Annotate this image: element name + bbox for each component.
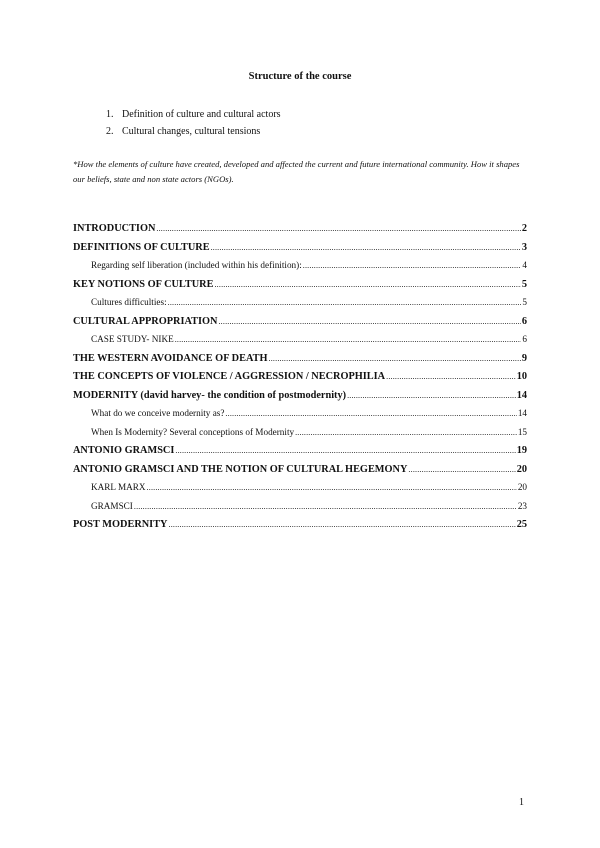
toc-entry[interactable] <box>73 371 527 390</box>
toc-entry-label: INTRODUCTION <box>73 223 156 234</box>
toc-entry-page: 23 <box>517 500 527 511</box>
toc-entry[interactable] <box>73 519 527 538</box>
toc-entry-label: DEFINITIONS OF CULTURE <box>73 241 210 253</box>
toc-leader-dots <box>214 280 520 289</box>
course-structure-list <box>106 106 281 140</box>
toc-leader-dots <box>211 243 521 252</box>
toc-leader-dots <box>303 261 522 270</box>
toc-entry-label: KARL MARX <box>91 482 146 493</box>
toc-leader-dots <box>269 354 521 363</box>
list-item <box>106 106 281 123</box>
toc-leader-dots <box>295 428 517 437</box>
toc-entry-label: MODERNITY (david harvey- the condition of postmodernity) <box>73 389 347 401</box>
toc-entry-page: 10 <box>516 371 527 383</box>
toc-entry-label: CASE STUDY- NIKE <box>91 334 174 345</box>
toc-leader-dots <box>408 465 515 474</box>
toc-entry-page: 6 <box>522 334 527 345</box>
toc-entry-page: 5 <box>522 297 527 308</box>
toc-entry-page: 5 <box>521 278 527 290</box>
toc-entry[interactable] <box>73 390 527 409</box>
toc-leader-dots <box>386 372 516 381</box>
list-item <box>106 123 281 140</box>
toc-leader-dots <box>175 446 515 455</box>
course-note: *How the elements of culture have created, developed and affected the current and future international community. How it shapes our beliefs, state and non state actors (NGOs). <box>73 159 520 184</box>
toc-entry[interactable] <box>73 482 527 500</box>
toc-entry[interactable] <box>73 297 527 315</box>
toc-entry[interactable] <box>73 445 527 464</box>
toc-entry-page: 6 <box>521 315 527 327</box>
toc-leader-dots <box>168 298 522 307</box>
toc-entry-page: 4 <box>522 260 527 271</box>
toc-entry-label: Regarding self liberation (included within his definition): <box>91 260 302 271</box>
toc-entry-label: KEY NOTIONS OF CULTURE <box>73 278 214 290</box>
page-number: 1 <box>519 797 524 808</box>
toc-entry-page: 20 <box>517 482 527 493</box>
toc-leader-dots <box>169 520 516 529</box>
toc-entry-page: 3 <box>521 241 527 253</box>
toc-leader-dots <box>175 335 522 344</box>
toc-entry[interactable] <box>73 334 527 352</box>
toc-entry[interactable] <box>73 279 527 298</box>
toc-entry-label: When Is Modernity? Several conceptions of Modernity <box>91 426 295 437</box>
toc-entry-label: THE CONCEPTS OF VIOLENCE / AGGRESSION / NECROPHILIA <box>73 371 386 383</box>
toc-leader-dots <box>225 409 516 418</box>
toc-entry[interactable] <box>73 501 527 519</box>
toc-entry-page: 19 <box>516 445 527 457</box>
toc-leader-dots <box>347 391 516 400</box>
toc-entry-label: ANTONIO GRAMSCI AND THE NOTION OF CULTURAL HEGEMONY <box>73 463 408 475</box>
toc-entry[interactable] <box>73 242 527 261</box>
toc-entry-label: ANTONIO GRAMSCI <box>73 445 175 457</box>
toc-leader-dots <box>156 224 520 233</box>
list-item-text: Cultural changes, cultural tensions <box>122 126 261 137</box>
table-of-contents <box>73 223 527 538</box>
toc-entry-page: 15 <box>517 426 527 437</box>
toc-entry-label: THE WESTERN AVOIDANCE OF DEATH <box>73 352 268 364</box>
list-item-number: 1. <box>106 109 114 120</box>
toc-entry[interactable] <box>73 260 527 278</box>
toc-entry-label: Cultures difficulties: <box>91 297 167 308</box>
toc-entry-page: 14 <box>516 389 527 401</box>
toc-entry-page: 2 <box>521 223 527 234</box>
toc-entry-label: POST MODERNITY <box>73 519 168 531</box>
toc-entry-label: CULTURAL APPROPRIATION <box>73 315 218 327</box>
toc-entry-label: GRAMSCI <box>91 500 133 511</box>
page-title: Structure of the course <box>248 71 352 82</box>
toc-entry[interactable] <box>73 408 527 426</box>
toc-entry[interactable] <box>73 353 527 372</box>
toc-entry-page: 14 <box>517 408 527 419</box>
toc-leader-dots <box>134 502 517 511</box>
toc-entry-page: 9 <box>521 352 527 364</box>
toc-entry-label: What do we conceive modernity as? <box>91 408 225 419</box>
toc-entry[interactable] <box>73 464 527 483</box>
toc-entry[interactable] <box>73 316 527 335</box>
list-item-number: 2. <box>106 126 114 137</box>
toc-entry-page: 20 <box>516 463 527 475</box>
list-item-text: Definition of culture and cultural actors <box>122 109 281 120</box>
toc-entry[interactable] <box>73 223 527 242</box>
toc-entry-page: 25 <box>516 519 527 531</box>
toc-leader-dots <box>218 317 520 326</box>
toc-leader-dots <box>147 483 517 492</box>
toc-entry[interactable] <box>73 427 527 445</box>
